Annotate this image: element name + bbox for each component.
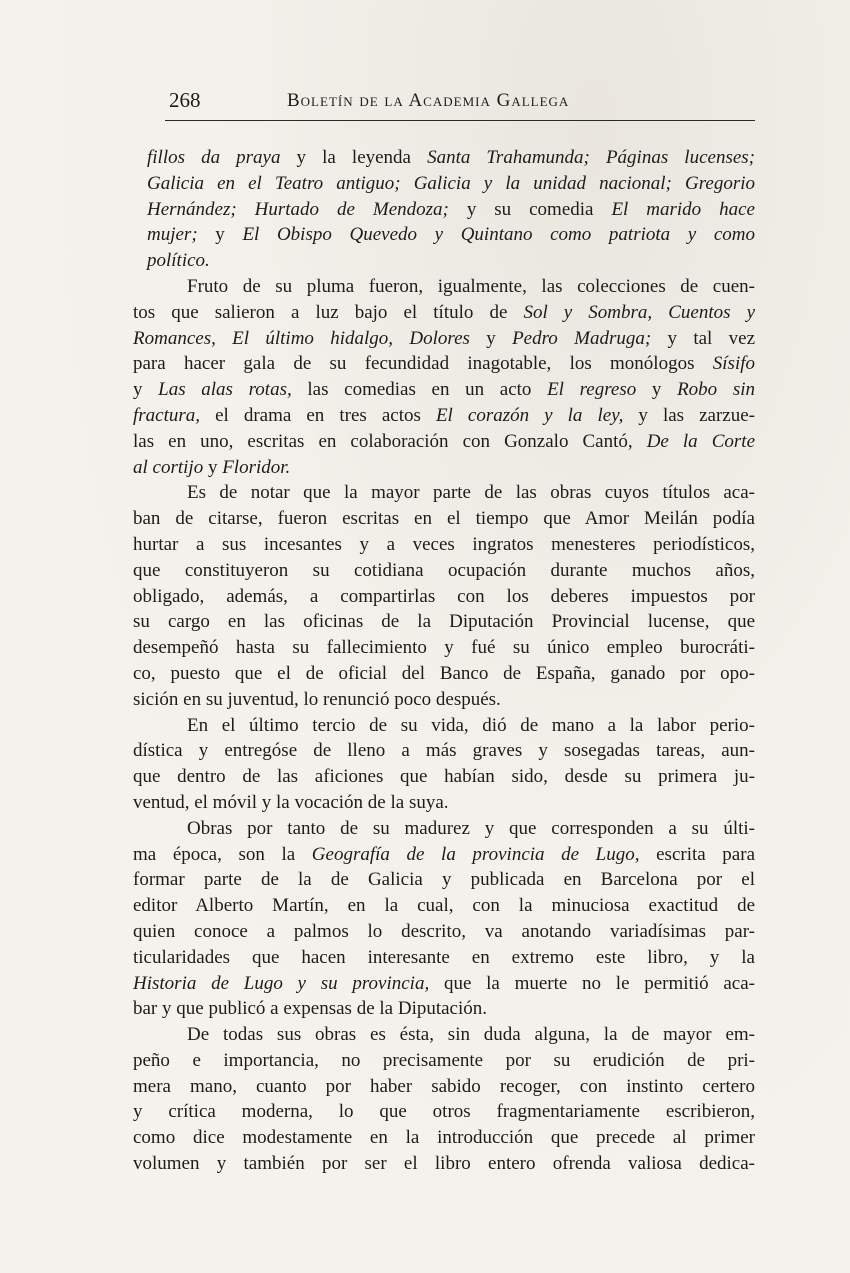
text-run: desempeñó hasta su fallecimiento y fué su único empleo burocráti-	[133, 637, 755, 659]
text-run: y	[469, 327, 513, 349]
italic-title: Galicia en el Teatro antiguo; Galicia y la unidad nacional; Gregorio	[147, 172, 755, 194]
text-run: Obras por tanto de su madurez y que corresponden a su últi-	[187, 817, 755, 839]
text-run: editor Alberto Martín, en la cual, con la minuciosa exactitud de	[133, 895, 755, 917]
text-line	[133, 713, 755, 739]
text-run: formar parte de la de Galicia y publicada en Barcelona por el	[133, 869, 755, 891]
text-line	[133, 1074, 755, 1100]
text-run: ma época, son la	[133, 843, 312, 865]
text-run: ticularidades que hacen interesante en extremo este libro, y la	[133, 946, 755, 968]
italic-title: El Obispo Quevedo y Quintano como patriota y como	[242, 224, 755, 246]
text-run: y su comedia	[448, 198, 612, 220]
page-number: 268	[169, 88, 201, 112]
italic-title: al cortijo	[133, 456, 204, 478]
italic-title: fillos da praya	[147, 147, 281, 168]
text-run: co, puesto que el de oficial del Banco de España, ganado por opo-	[133, 662, 755, 684]
italic-title: El marido hace	[611, 198, 755, 220]
text-line	[133, 996, 755, 1022]
text-line	[133, 145, 755, 171]
text-run: el drama en tres actos	[200, 404, 436, 426]
text-run: como dice modestamente en la introducción que precede al primer	[133, 1127, 755, 1149]
text-line	[133, 893, 755, 919]
text-run: y tal vez	[651, 327, 755, 349]
text-run: y	[636, 379, 678, 401]
text-run: y las zarzue-	[623, 404, 755, 426]
text-line	[133, 506, 755, 532]
text-run: obligado, además, a compartirlas con los deberes impuestos por	[133, 585, 755, 607]
text-line	[133, 584, 755, 610]
italic-title: Robo sin	[677, 379, 755, 401]
text-line	[133, 1048, 755, 1074]
text-line	[133, 455, 755, 481]
text-run: las en uno, escritas en colaboración con Gonzalo Cantó,	[133, 430, 647, 452]
text-line	[133, 1151, 755, 1177]
italic-title: Las alas rotas,	[158, 379, 292, 401]
italic-title: mujer;	[147, 224, 198, 246]
text-line	[133, 274, 755, 300]
text-line	[133, 687, 755, 713]
text-run: tos que salieron a luz bajo el título de	[133, 301, 524, 323]
text-line	[133, 480, 755, 506]
text-run: y	[197, 224, 243, 246]
text-line	[133, 429, 755, 455]
italic-title: Historia de Lugo y su provincia,	[133, 972, 430, 994]
text-line	[133, 1125, 755, 1151]
italic-title: Hernández; Hurtado de Mendoza;	[147, 198, 449, 220]
text-line	[133, 971, 755, 997]
italic-title: El corazón y la ley,	[435, 404, 624, 426]
text-line	[133, 945, 755, 971]
text-run: dística y entregóse de lleno a más graves y sosegadas tareas, aun-	[133, 740, 755, 762]
text-line	[133, 222, 755, 248]
text-run: bar y que publicó a expensas de la Diputación.	[133, 998, 488, 1020]
text-line	[133, 790, 755, 816]
text-run: y	[203, 456, 223, 478]
text-run: sición en su juventud, lo renunció poco después.	[133, 688, 501, 710]
text-run: quien conoce a palmos lo descrito, va anotando variadísimas par-	[133, 920, 755, 942]
text-line	[133, 738, 755, 764]
text-run: De todas sus obras es ésta, sin duda alguna, la de mayor em-	[187, 1024, 755, 1046]
text-run: y la leyenda	[280, 147, 428, 168]
text-line	[133, 248, 755, 274]
text-line	[133, 919, 755, 945]
italic-title: político.	[147, 250, 210, 272]
italic-title: De la Corte	[646, 430, 755, 452]
text-run: y	[133, 379, 159, 401]
text-run: Fruto de su pluma fueron, igualmente, las colecciones de cuen-	[187, 275, 755, 297]
text-run: Es de notar que la mayor parte de las obras cuyos títulos aca-	[187, 482, 755, 504]
italic-title: El regreso	[547, 379, 637, 401]
italic-title: Santa Trahamunda; Páginas lucenses;	[427, 147, 755, 168]
italic-title: Sísifo	[712, 353, 755, 375]
text-run: que la muerte no le permitió aca-	[429, 972, 755, 994]
text-line	[133, 1022, 755, 1048]
text-line	[133, 764, 755, 790]
text-line	[133, 351, 755, 377]
text-line	[133, 300, 755, 326]
text-run: ban de citarse, fueron escritas en el tiempo que Amor Meilán podía	[133, 508, 755, 530]
text-run: En el último tercio de su vida, dió de mano a la labor perio-	[187, 714, 755, 736]
text-run: y crítica moderna, lo que otros fragmentariamente escribieron,	[133, 1101, 755, 1123]
italic-title: Floridor.	[222, 456, 291, 478]
text-line	[133, 171, 755, 197]
italic-title: fractura,	[133, 404, 201, 426]
text-run: su cargo en las oficinas de la Diputación Provincial lucense, que	[133, 611, 755, 633]
text-line	[133, 403, 755, 429]
text-line	[133, 816, 755, 842]
text-run: para hacer gala de su fecundidad inagotable, los monólogos	[133, 353, 713, 375]
text-line	[133, 867, 755, 893]
italic-title: Sol y Sombra, Cuentos y	[523, 301, 755, 323]
text-line	[133, 377, 755, 403]
text-run: que constituyeron su cotidiana ocupación durante muchos años,	[133, 559, 755, 581]
text-line	[133, 197, 755, 223]
text-line	[133, 532, 755, 558]
body-text	[133, 145, 755, 1177]
text-line	[133, 1099, 755, 1125]
running-header	[165, 86, 755, 121]
italic-title: Romances, El último hidalgo, Dolores	[133, 327, 470, 349]
text-line	[133, 635, 755, 661]
text-run: ventud, el móvil y la vocación de la suya.	[133, 791, 449, 813]
text-line	[133, 661, 755, 687]
text-run: mera mano, cuanto por haber sabido recoger, con instinto certero	[133, 1075, 755, 1097]
text-line	[133, 558, 755, 584]
italic-title: Geografía de la provincia de Lugo,	[311, 843, 640, 865]
text-line	[133, 326, 755, 352]
text-run: hurtar a sus incesantes y a veces ingratos menesteres periodísticos,	[133, 533, 755, 555]
text-run: volumen y también por ser el libro entero ofrenda valiosa dedica-	[133, 1153, 755, 1175]
italic-title: Pedro Madruga;	[512, 327, 652, 349]
text-line	[133, 609, 755, 635]
text-run: las comedias en un acto	[291, 379, 548, 401]
text-run: que dentro de las aficiones que habían sido, desde su primera ju-	[133, 766, 755, 788]
text-run: peño e importancia, no precisamente por su erudición de pri-	[133, 1049, 755, 1071]
running-title: Boletín de la Academia Gallega	[287, 90, 570, 111]
text-run: escrita para	[639, 843, 755, 865]
text-line	[133, 842, 755, 868]
